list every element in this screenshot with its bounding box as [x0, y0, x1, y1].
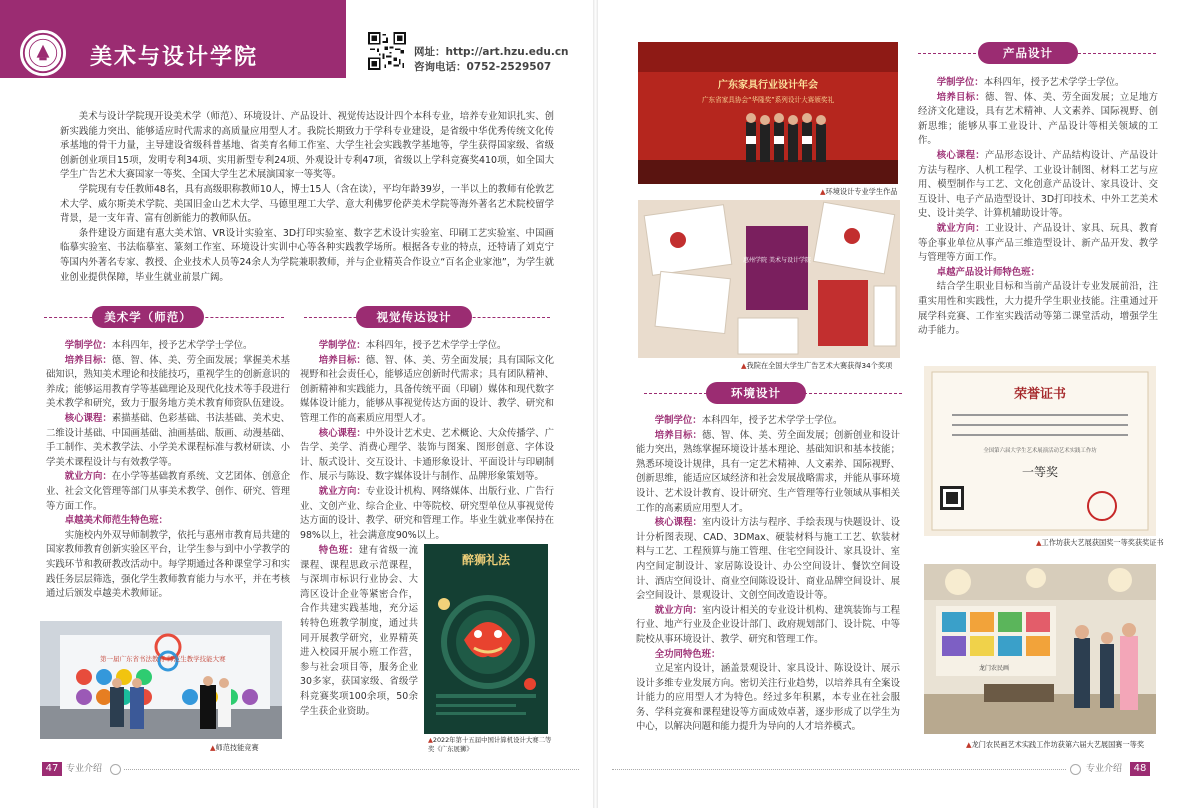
field-text: 产品形态设计、产品结构设计、产品设计方法与程序、人机工程学、工业设计制图、材料工艺与应用、模型制作与工艺、文化创意产品设计、家具设计、交互设计、电子产品造型设计、3D打印技术、中外工艺美术史、设计美学、计算机辅助设计等。 — [918, 149, 1158, 220]
field-text: 室内设计方法与程序、手绘表现与快题设计、设计分析图表现、CAD、3DMax、硬装材料与施工工艺、软装材料与工艺、工程预算与施工管理、住宅空间设计、家具设计、室内空间定制设计、家居陈设设计、办公空间设计、餐饮空间设计、酒店空间设计、商业空间陈设设计、商业品牌空间设计、展会空间设计、景观设计、文创空间改造设计等。 — [636, 517, 900, 602]
field-label: 培养目标： — [318, 354, 366, 366]
photo-teaching-contest — [40, 621, 282, 739]
field-label: 就业方向： — [936, 222, 985, 234]
certificate-grade: 一等奖 — [1021, 465, 1059, 479]
phone-text: 咨询电话：0752-2529507 — [414, 61, 552, 73]
feature-text: 建有省级一流课程、课程思政示范课程，与深圳市标识行业协会、大湾区设计企业等紧密合作，合作共建实践基地，充分运转特色班教学制度，通过共同开展教学研究，业界精英进入校园开展小班工作营，参与社会项目等，服务企业30多家，获国家级、省级学科竞赛奖项100余项，50余学生获企业资助。 — [300, 545, 418, 717]
field-label: 就业方向： — [318, 485, 366, 497]
field-label: 培养目标： — [654, 429, 702, 441]
classroom-sign: 龙门农民画 — [978, 665, 1010, 672]
field-label: 学制学位： — [936, 77, 984, 88]
contact-info — [414, 45, 569, 75]
field-label: 就业方向： — [64, 471, 112, 483]
department-title: 美术与设计学院 — [90, 45, 259, 70]
footer-left — [0, 762, 595, 776]
feature-text: 结合学生职业目标和当前产品设计专业发展前沿，注重实用性和实践性，大力提升学生职业技能。注重通过开展学科竞赛、工作室实践活动等第二课堂活动，增强学生动手能力。 — [918, 281, 1158, 337]
footer-dot-icon — [110, 764, 121, 775]
feature-text: 实施校内外双导师制教学，依托与惠州市教育局共建的国家教师教育创新实验区平台，让学生参与到中小学教学的实践环节和教研教改活动中。每学期通过各种课堂学习和实践任务层层筛选，强化学生教师教育能力与水平，并在考核通过后颁发卓越美术教师证。 — [46, 529, 290, 600]
footer-rule — [124, 769, 579, 770]
field-label: 核心课程： — [936, 149, 985, 161]
section-title-fine-art: 美术学（师范） — [92, 306, 204, 328]
field-text: 室内设计相关的专业设计机构、建筑装饰与工程行业、地产行业及企业设计部门、政府规划部门、设计院、中等院校从事环境设计、教学、研究和管理工作。 — [636, 604, 900, 645]
feature-text: 立足室内设计，涵盖景观设计、家具设计、陈设设计、展示设计多维专业发展方向。密切关注行业趋势，以培养具有全案设计能力的应用型人才为特色。经过多年积累，本专业在社会服务、学科竞赛和课程建设等方面成效卓著，逐步形成了以学生为中心，以解决问题和能力提升为导向的人才培养模式。 — [636, 663, 900, 733]
footer-right — [596, 762, 1191, 776]
feature-title: 卓越产品设计师特色班： — [936, 266, 1040, 278]
field-label: 核心课程： — [318, 427, 366, 439]
field-label: 学制学位： — [318, 340, 366, 351]
event-banner-text: 广东家具行业设计年会 — [718, 80, 818, 91]
university-logo — [20, 30, 66, 76]
field-label: 培养目标： — [64, 354, 112, 366]
field-text: 中外设计艺术史、艺术概论、大众传播学、广告学、美学、消费心理学、装饰与图案、图形创意、字体设计、版式设计、交互设计、卡通形象设计、平面设计与印刷制作、展示与陈设、数字媒体设计与制作、品牌形象策划等。 — [300, 427, 554, 483]
field-label: 培养目标： — [936, 91, 985, 103]
section-title-visual: 视觉传达设计 — [356, 306, 472, 328]
intro-text — [60, 110, 554, 285]
qr-code — [368, 32, 406, 70]
field-text: 专业设计机构、网络媒体、出版行业、广告行业、文创产业、综合企业、中等院校、研究型单位从事视觉传达方面的设计、教学、研究和管理工作。毕业生就业率保持在98%以上，社会满意度90%以上。 — [300, 485, 554, 541]
page-number: 48 — [1130, 762, 1150, 776]
book-title-text: 惠州学院 美术与设计学院 — [743, 257, 811, 264]
field-text: 本科四年，授予艺术学学士学位。 — [983, 77, 1125, 88]
feature-title: 特色班： — [318, 545, 359, 556]
intro-paragraph: 美术与设计学院现开设美术学（师范）、环境设计、产品设计、视觉传达设计四个本科专业，培养专业知识扎实、创新实践能力突出、能够适应时代需求的高质量应用型人才。我院长期致力于学科专业建设，是省级中华优秀传统文化传承基地的骨干力量，主导建设省级科普基地、省美育名师工作室、大学生社会实践教学基地等，学生获得国家级、省级创新创业项目15项，发明专利34项、实用新型专利24项、外观设计专利47项，省级以上学科竞赛奖410项，如全国大学生广告艺术大赛国家一等奖、全国大学生艺术展演国家一等奖等。 — [60, 111, 554, 181]
field-label: 就业方向： — [654, 604, 702, 616]
field-label: 学制学位： — [654, 415, 702, 426]
photo-certificate — [924, 366, 1156, 536]
caption-env-works: ▲环境设计专业学生作品 — [820, 187, 898, 196]
intro-paragraph: 条件建设方面建有惠大美术馆、VR设计实验室、3D打印实验室、数字艺术设计实验室、印刷工艺实验室、中国画临摹实验室、书法临摹室、篆刻工作室、环境设计实训中心等各种实践教学场所。根据各专业的特点，还特请了刘克宁等国内外著名专家、教授、企业技术人员等24余人为学院兼职教师，并与企业精英合作设立“百名企业家池”，为学生就业创业提供保障，毕业生就业前景广阔。 — [60, 227, 554, 283]
caption-teaching-contest: ▲师范技能竞赛 — [210, 743, 259, 752]
feature-title: 全功同特色班： — [654, 648, 721, 660]
caption-longmen: ▲龙门农民画艺术实践工作坊获第六届大艺展国赛一等奖 — [966, 740, 1145, 749]
feature-title: 卓越美术师范生特色班： — [64, 515, 168, 527]
poster-title: 醉狮礼法 — [461, 553, 511, 567]
photo-poster — [424, 544, 548, 734]
field-text: 德、智、体、美、劳全面发展；立足地方经济文化建设，具有艺术精神、人文素养、国际视野、创新思维；能够从事工业设计、产品设计等相关领域的工作。 — [918, 91, 1158, 147]
field-label: 学制学位： — [64, 340, 112, 351]
photo-ribbon-text: 第一届广东省书法教育 师范生教学技能大赛 — [100, 655, 226, 663]
field-text: 本科四年，授予艺术学学士学位。 — [701, 415, 843, 426]
field-text: 德、智、体、美、劳全面发展；掌握美术基础知识，熟知美术理论和技能技巧，重视学生的创新意识的养成；能够运用教育学等基础理论及现代化技术等手段进行美术教学和研究，致力于服务地方美术教育师资队伍建设。 — [46, 354, 290, 410]
section-environment — [636, 414, 900, 735]
field-text: 德、智、体、美、劳全面发展；具有国际文化视野和社会责任心，能够适应创新时代需求；具有团队精神、创新精神和实践能力，具备传统平面（印刷）媒体和现代数字媒体设计能力，能够从事视觉传达方面的设计、教学、研究和管理工作的高素质应用型人才。 — [300, 354, 554, 424]
field-label: 核心课程： — [64, 412, 112, 424]
footer-label: 专业介绍 — [66, 764, 103, 774]
caption-prize-2022: ▲2022年第十五届中国计算机设计大赛二等奖《广东展狮》 — [428, 736, 552, 753]
field-text: 在小学等基础教育系统、文艺团体、创意企业、社会文化管理等部门从事美术教学、创作、研究、管理等方面工作。 — [46, 471, 290, 512]
website-text: 网址：http://art.hzu.edu.cn — [414, 46, 569, 58]
field-text: 本科四年，授予艺术学学士学位。 — [365, 340, 507, 351]
section-fine-art — [46, 339, 290, 602]
intro-paragraph: 学院现有专任教师48名，具有高级职称教师10人，博士15人（含在读），平均年龄39岁，一半以上的教师有伦敦艺术大学、威尔斯美术学院、美国旧金山艺术大学、马德里理工大学、意大利佛罗伦萨美术学院等海外著名艺术院校留学背景，是一支年青、富有创新能力的教师队伍。 — [60, 183, 554, 225]
right-page — [596, 0, 1191, 808]
field-text: 本科四年，授予艺术学学士学位。 — [111, 340, 253, 351]
field-label: 核心课程： — [654, 517, 702, 529]
field-text: 工业设计、产品设计、家具、玩具、教育等企事业单位从事产品三维造型设计、新产品开发、教学与管理等方面工作。 — [918, 222, 1158, 264]
section-title-product: 产品设计 — [978, 42, 1078, 64]
footer-label: 专业介绍 — [1086, 764, 1123, 774]
certificate-body: 全国第六届大学生艺术展演活动艺术实践工作坊 — [983, 448, 1097, 454]
event-sub-text: 广东省家具协会“华隆奖”系列设计大赛颁奖礼 — [701, 96, 835, 104]
section-product — [918, 76, 1158, 339]
section-visual-feature — [300, 544, 418, 719]
caption-workshop-award: ▲工作坊获大艺展获国奖一等奖获奖证书 — [1036, 538, 1164, 547]
section-title-environment: 环境设计 — [706, 382, 806, 404]
footer-dot-icon — [1070, 764, 1081, 775]
photo-ad-awards — [638, 200, 900, 358]
photo-award-ceremony — [638, 42, 898, 184]
page-number: 47 — [42, 762, 62, 776]
certificate-title: 荣誉证书 — [1013, 387, 1067, 402]
caption-ad-award: ▲我院在全国大学生广告艺术大赛获得34个奖项 — [741, 361, 893, 370]
field-text: 德、智、体、美、劳全面发展；创新创业和设计能力突出，熟练掌握环境设计基本理论、基础知识和基本技能；熟悉环境设计规律，具有一定艺术精神、人文素养、国际视野、创新思维，能适应区域经济和社会发展战略需求，并能从事环境设计、艺术设计教育、设计研究、生产管理等行业领域从事相关工作的高素质应用型人才。 — [636, 429, 900, 514]
field-text: 素描基础、色彩基础、书法基础、美术史、二维设计基础、中国画基础、油画基础、版画、动漫基础、手工制作、美术教学法、小学美术课程标准与教材研读、小学美术课程设计与有效教学等。 — [46, 412, 290, 468]
section-visual — [300, 339, 554, 543]
footer-rule — [612, 769, 1066, 770]
left-page — [0, 0, 595, 808]
photo-longmen-workshop — [924, 564, 1156, 734]
